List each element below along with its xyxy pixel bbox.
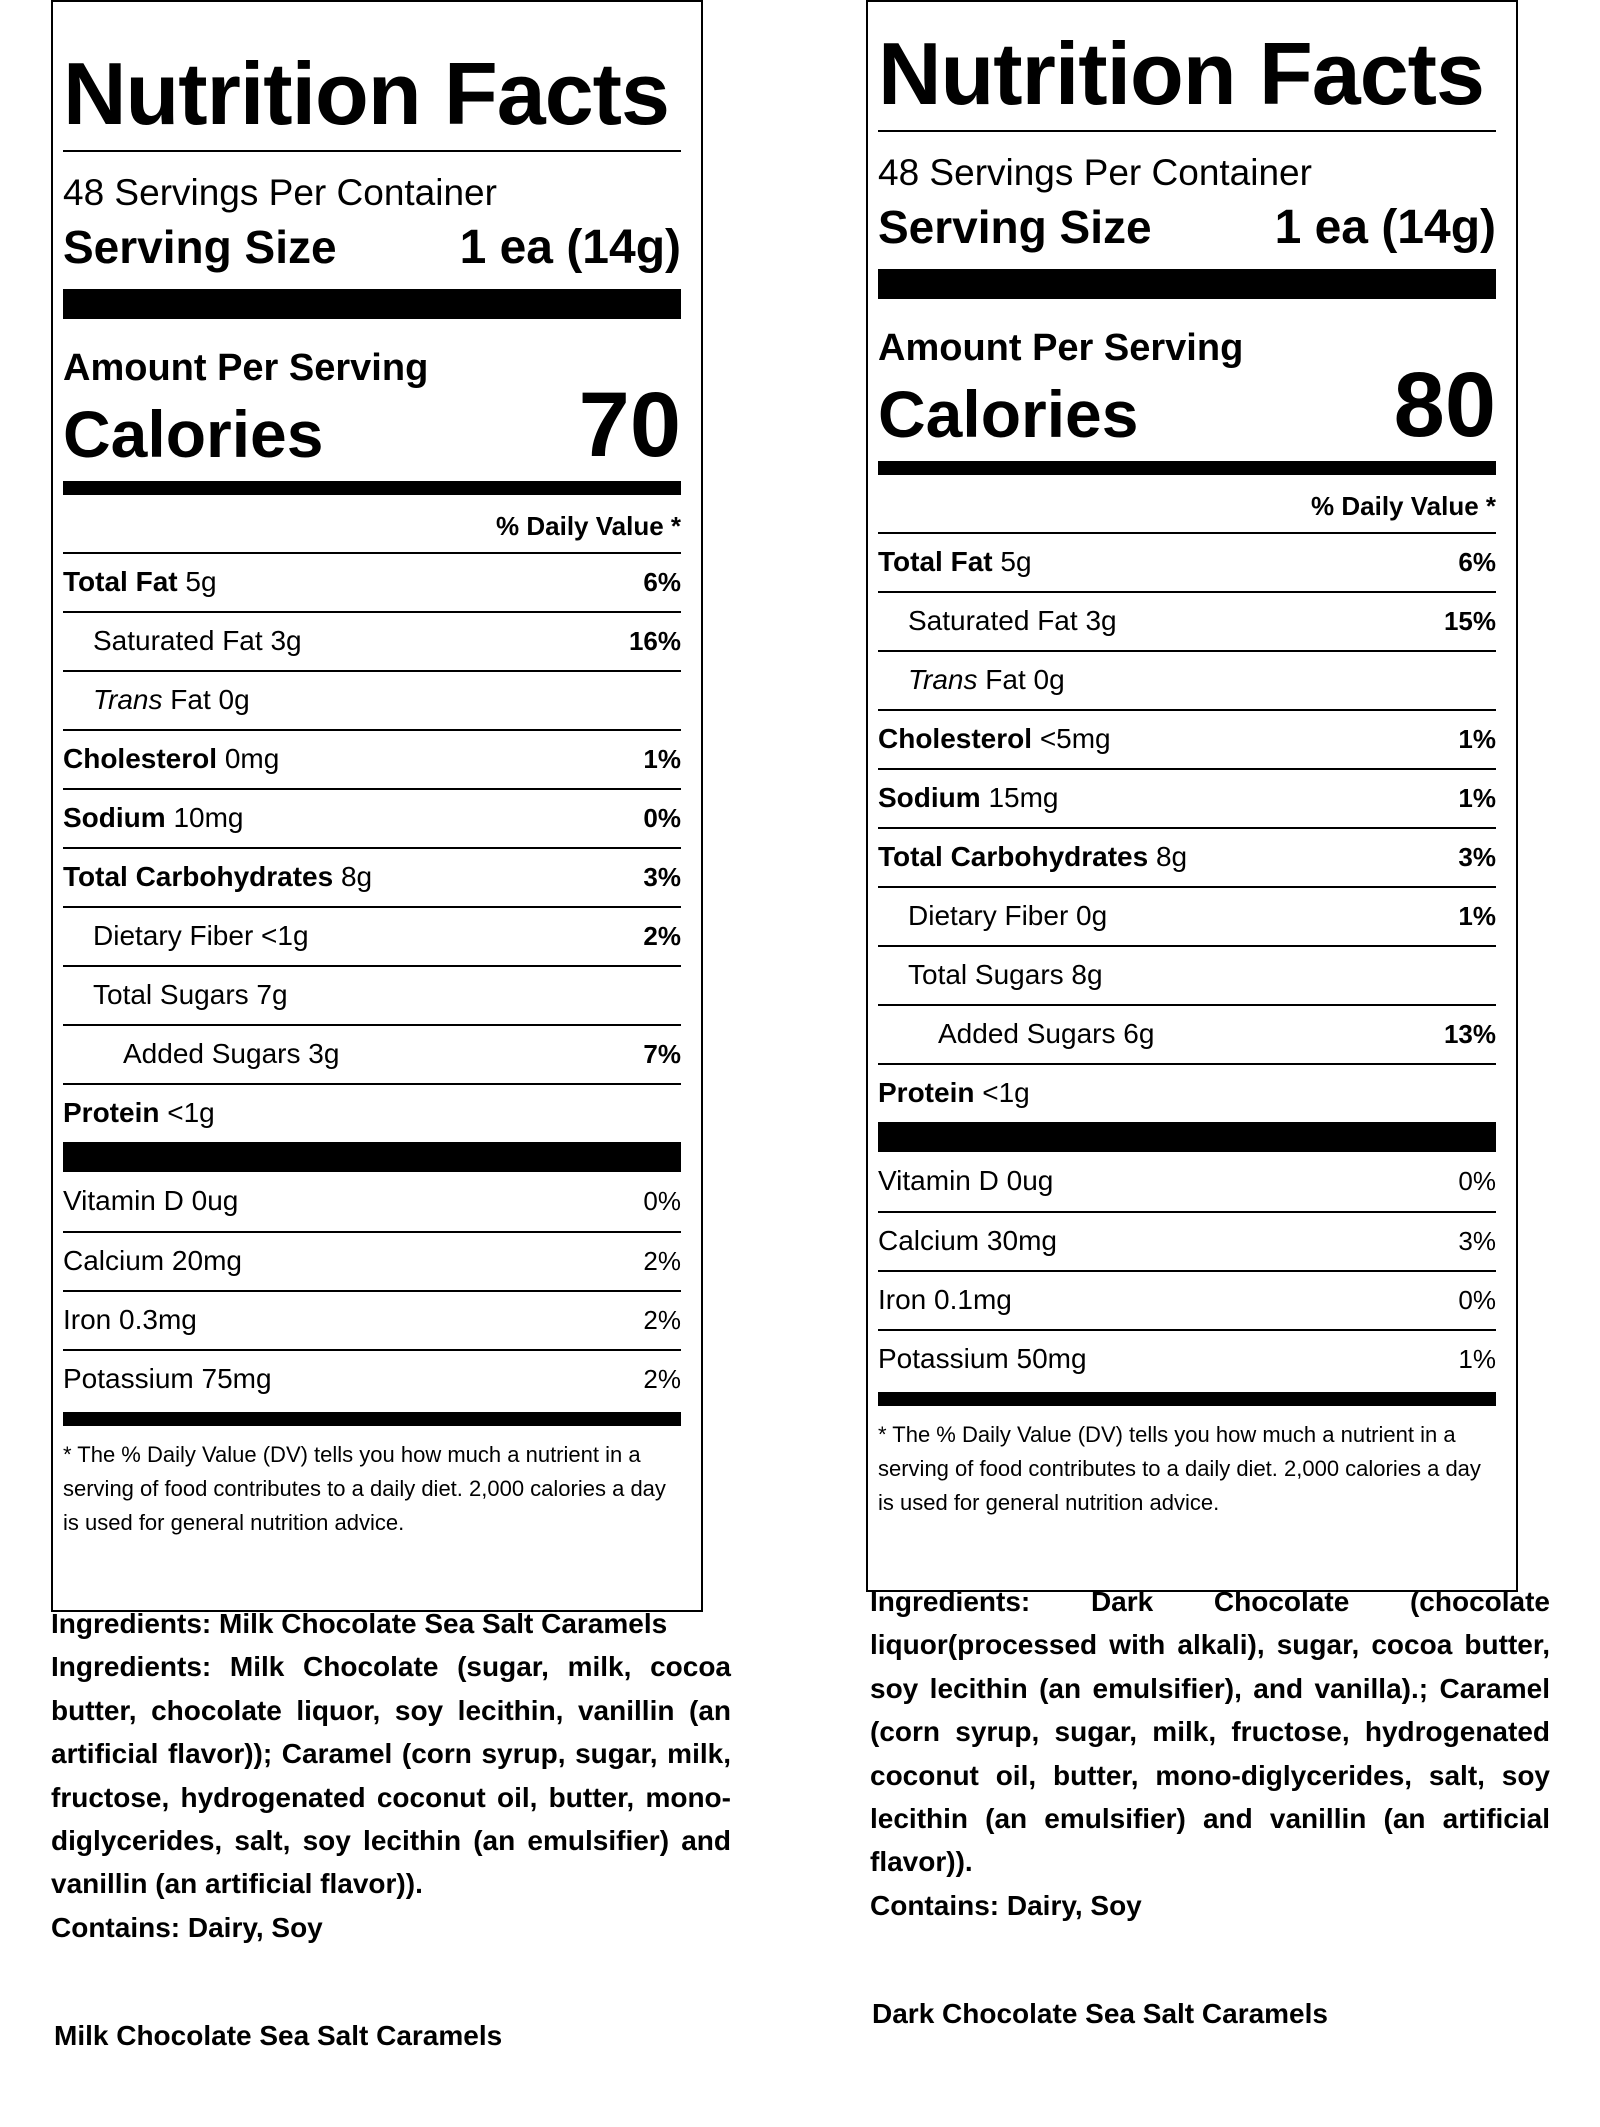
ingredients-dark	[870, 1580, 1550, 1927]
serving-size-value: 1 ea (14g)	[1274, 201, 1496, 254]
nutrient-row-sodium: Sodium 15mg 1%	[878, 768, 1496, 827]
serving-size-label: Serving Size	[63, 221, 337, 273]
daily-value-header: % Daily Value *	[496, 510, 681, 541]
nutrient-row-dietary-fiber: Dietary Fiber 0g 1%	[878, 886, 1496, 945]
serving-size-row	[878, 200, 1496, 255]
calories-row	[878, 354, 1496, 456]
nutrient-row-total-sugars: Total Sugars 7g	[63, 965, 681, 1024]
nutrition-facts-title: Nutrition Facts	[63, 44, 669, 143]
thick-divider	[878, 1122, 1496, 1152]
medium-divider	[878, 461, 1496, 475]
nutrient-row-added-sugars: Added Sugars 6g 13%	[878, 1004, 1496, 1063]
vitamin-row-potassium: Potassium 75mg 2%	[63, 1349, 681, 1408]
servings-per-container: 48 Servings Per Container	[63, 172, 497, 213]
thick-divider	[63, 289, 681, 319]
allergen-statement: Contains: Dairy, Soy	[51, 1911, 323, 1943]
serving-size-row	[63, 220, 681, 275]
calories-label: Calories	[878, 376, 1139, 451]
vitamin-row-iron: Iron 0.1mg 0%	[878, 1270, 1496, 1329]
product-name: Milk Chocolate Sea Salt Caramels	[54, 2020, 503, 2051]
nutrient-row-cholesterol: Cholesterol <5mg 1%	[878, 709, 1496, 768]
medium-divider	[878, 1392, 1496, 1406]
divider	[878, 130, 1496, 132]
nutrient-row-total-sugars: Total Sugars 8g	[878, 945, 1496, 1004]
vitamin-row-vitamin-d: Vitamin D 0ug 0%	[63, 1185, 681, 1217]
product-name: Dark Chocolate Sea Salt Caramels	[872, 1998, 1328, 2029]
thick-divider	[63, 1142, 681, 1172]
nutrient-row-trans-fat: Trans Fat 0g	[878, 650, 1496, 709]
calories-label: Calories	[63, 396, 324, 471]
nutrient-row-protein: Protein <1g	[878, 1063, 1496, 1122]
nutrition-label-dark	[866, 0, 1518, 1592]
divider	[63, 150, 681, 152]
allergen-statement: Contains: Dairy, Soy	[870, 1889, 1142, 1921]
amount-per-serving: Amount Per Serving	[878, 327, 1244, 369]
servings-per-container: 48 Servings Per Container	[878, 152, 1312, 193]
ingredients-line: Ingredients: Dark Chocolate (chocolate liquor(processed with alkali), sugar, cocoa butter, soy lecithin (an emulsifier), and vanilla).; Caramel (corn syrup, sugar, milk, fructose, hydrogenated coconut oil, butter, mono-diglycerides, salt, soy lecithin (an emulsifier) and vanillin (an artificial flavor)).	[870, 1586, 1550, 1878]
vitamin-row-potassium: Potassium 50mg 1%	[878, 1329, 1496, 1388]
nutrition-label-milk	[51, 0, 703, 1612]
nutrient-row-saturated-fat: Saturated Fat 3g 15%	[878, 591, 1496, 650]
nutrient-row-added-sugars: Added Sugars 3g 7%	[63, 1024, 681, 1083]
daily-value-header: % Daily Value *	[1311, 490, 1496, 521]
nutrient-row-total-fat: Total Fat 5g 6%	[63, 552, 681, 611]
daily-value-footnote: * The % Daily Value (DV) tells you how much a nutrient in a serving of food contributes to a daily diet. 2,000 calories a day is used for general nutrition advice.	[63, 1441, 666, 1535]
ingredients-line: Ingredients: Milk Chocolate (sugar, milk, cocoa butter, chocolate liquor, soy lecithin, vanillin (an artificial flavor)); Caramel (corn syrup, sugar, milk, fructose, hydrogenated coconut oil, butter, mono-diglycerides, salt, soy lecithin (an emulsifier) and vanillin (an artificial flavor)).	[51, 1651, 731, 1900]
medium-divider	[63, 1412, 681, 1426]
nutrient-row-trans-fat: Trans Fat 0g	[63, 670, 681, 729]
nutrient-row-sodium: Sodium 10mg 0%	[63, 788, 681, 847]
thick-divider	[878, 269, 1496, 299]
nutrient-row-cholesterol: Cholesterol 0mg 1%	[63, 729, 681, 788]
calories-value: 70	[578, 374, 681, 476]
vitamin-row-iron: Iron 0.3mg 2%	[63, 1290, 681, 1349]
nutrient-row-saturated-fat: Saturated Fat 3g 16%	[63, 611, 681, 670]
daily-value-footnote: * The % Daily Value (DV) tells you how much a nutrient in a serving of food contributes to a daily diet. 2,000 calories a day is used for general nutrition advice.	[878, 1421, 1481, 1515]
medium-divider	[63, 481, 681, 495]
vitamin-row-vitamin-d: Vitamin D 0ug 0%	[878, 1165, 1496, 1197]
ingredients-line: Ingredients: Milk Chocolate Sea Salt Caramels	[51, 1608, 668, 1639]
calories-row	[63, 374, 681, 476]
vitamin-row-calcium: Calcium 20mg 2%	[63, 1231, 681, 1290]
serving-size-label: Serving Size	[878, 201, 1152, 253]
nutrient-row-total-fat: Total Fat 5g 6%	[878, 532, 1496, 591]
nutrient-row-dietary-fiber: Dietary Fiber <1g 2%	[63, 906, 681, 965]
nutrition-facts-title: Nutrition Facts	[878, 24, 1484, 123]
nutrient-row-total-carbohydrates: Total Carbohydrates 8g 3%	[63, 847, 681, 906]
amount-per-serving: Amount Per Serving	[63, 347, 429, 389]
serving-size-value: 1 ea (14g)	[459, 221, 681, 274]
nutrient-row-protein: Protein <1g	[63, 1083, 681, 1142]
calories-value: 80	[1393, 354, 1496, 456]
nutrient-row-total-carbohydrates: Total Carbohydrates 8g 3%	[878, 827, 1496, 886]
vitamin-row-calcium: Calcium 30mg 3%	[878, 1211, 1496, 1270]
ingredients-milk	[51, 1602, 731, 1949]
